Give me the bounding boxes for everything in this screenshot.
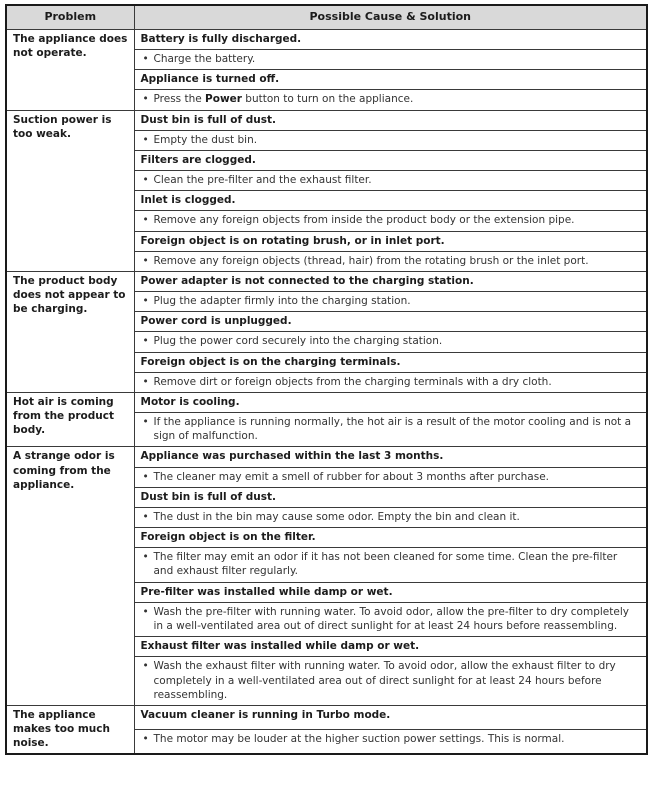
bullet-icon: • [142, 733, 149, 746]
cause-cell: Pre-filter was installed while damp or wet. [134, 582, 647, 602]
bullet-icon: • [142, 174, 149, 187]
solution-text: Empty the dust bin. [153, 133, 258, 146]
troubleshooting-table [5, 4, 648, 755]
bullet-icon: • [142, 214, 149, 227]
solution-cell [134, 730, 647, 755]
solution-item [141, 92, 641, 106]
cause-cell: Exhaust filter was installed while damp or wet. [134, 637, 647, 657]
bullet-icon: • [142, 416, 149, 429]
solution-item [141, 173, 641, 187]
solution-cell [134, 548, 647, 582]
column-header-cause-solution: Possible Cause & Solution [134, 5, 647, 29]
solution-text: If the appliance is running normally, the hot air is a result of the motor cooling and is not a sign of malfunction. [153, 416, 632, 443]
solution-item [141, 213, 641, 227]
solution-text: Press the Power button to turn on the appliance. [153, 93, 414, 106]
bullet-icon: • [142, 660, 149, 673]
solution-text: The cleaner may emit a smell of rubber for about 3 months after purchase. [153, 470, 549, 483]
cause-cell: Dust bin is full of dust. [134, 110, 647, 130]
solution-item [141, 605, 641, 633]
bullet-icon: • [142, 335, 149, 348]
solution-text: Remove any foreign objects (thread, hair) from the rotating brush or the inlet port. [153, 254, 589, 267]
solution-cell [134, 50, 647, 70]
solution-cell [134, 292, 647, 312]
solution-cell [134, 211, 647, 231]
solution-item [141, 133, 641, 147]
bullet-icon: • [142, 295, 149, 308]
solution-cell [134, 372, 647, 392]
solution-cell [134, 332, 647, 352]
bullet-icon: • [142, 551, 149, 564]
solution-text: Wash the pre-filter with running water. To avoid odor, allow the pre-filter to dry completely in a well-ventilated area out of direct sunlight for at least 24 hours before reassembling. [153, 605, 629, 632]
solution-item [141, 254, 641, 268]
cause-cell: Appliance was purchased within the last 3 months. [134, 447, 647, 467]
solution-item [141, 659, 641, 702]
cause-row [6, 29, 647, 49]
bullet-icon: • [142, 53, 149, 66]
bullet-icon: • [142, 605, 149, 618]
table-body [6, 29, 647, 754]
cause-cell: Vacuum cleaner is running in Turbo mode. [134, 705, 647, 729]
bullet-icon: • [142, 470, 149, 483]
solution-cell [134, 130, 647, 150]
solution-cell [134, 657, 647, 706]
solution-item [141, 732, 641, 746]
solution-item [141, 52, 641, 66]
cause-cell: Inlet is clogged. [134, 191, 647, 211]
column-header-problem: Problem [6, 5, 134, 29]
solution-item [141, 470, 641, 484]
problem-cell: Hot air is coming from the product body. [6, 392, 134, 447]
solution-text: The filter may emit an odor if it has not been cleaned for some time. Clean the pre-filter and exhaust filter regularly. [153, 551, 618, 578]
cause-cell: Power adapter is not connected to the charging station. [134, 271, 647, 291]
solution-item [141, 510, 641, 524]
solution-cell [134, 90, 647, 110]
cause-cell: Battery is fully discharged. [134, 29, 647, 49]
cause-cell: Motor is cooling. [134, 392, 647, 412]
cause-cell: Dust bin is full of dust. [134, 487, 647, 507]
problem-cell: The appliance makes too much noise. [6, 705, 134, 754]
solution-text: Plug the power cord securely into the charging station. [153, 335, 443, 348]
solution-cell [134, 602, 647, 636]
solution-text: Wash the exhaust filter with running water. To avoid odor, allow the exhaust filter to dry completely in a well-ventilated area out of direct sunlight for at least 24 hours before reassembling. [153, 660, 616, 701]
problem-cell: A strange odor is coming from the appliance. [6, 447, 134, 705]
solution-cell [134, 467, 647, 487]
cause-cell: Power cord is unplugged. [134, 312, 647, 332]
solution-text: Clean the pre-filter and the exhaust filter. [153, 174, 372, 187]
cause-cell: Foreign object is on rotating brush, or in inlet port. [134, 231, 647, 251]
solution-text: The motor may be louder at the higher suction power settings. This is normal. [153, 733, 565, 746]
cause-cell: Appliance is turned off. [134, 70, 647, 90]
cause-row [6, 271, 647, 291]
solution-text: The dust in the bin may cause some odor. Empty the bin and clean it. [153, 510, 520, 523]
solution-text: Charge the battery. [153, 53, 256, 66]
cause-row [6, 705, 647, 729]
problem-cell: Suction power is too weak. [6, 110, 134, 271]
cause-cell: Foreign object is on the filter. [134, 528, 647, 548]
solution-item [141, 375, 641, 389]
solution-cell [134, 171, 647, 191]
bullet-icon: • [142, 254, 149, 267]
solution-text: Plug the adapter firmly into the charging station. [153, 295, 411, 308]
header-row [6, 5, 647, 29]
bullet-icon: • [142, 93, 149, 106]
bullet-icon: • [142, 510, 149, 523]
bullet-icon: • [142, 375, 149, 388]
problem-cell: The appliance does not operate. [6, 29, 134, 110]
solution-text: Remove dirt or foreign objects from the charging terminals with a dry cloth. [153, 375, 552, 388]
solution-text: Remove any foreign objects from inside the product body or the extension pipe. [153, 214, 575, 227]
cause-cell: Foreign object is on the charging terminals. [134, 352, 647, 372]
solution-cell [134, 413, 647, 447]
solution-cell [134, 251, 647, 271]
solution-item [141, 334, 641, 348]
solution-cell [134, 507, 647, 527]
solution-item [141, 415, 641, 443]
cause-row [6, 447, 647, 467]
solution-item [141, 294, 641, 308]
problem-cell: The product body does not appear to be charging. [6, 271, 134, 392]
cause-cell: Filters are clogged. [134, 150, 647, 170]
solution-item [141, 550, 641, 578]
cause-row [6, 110, 647, 130]
bullet-icon: • [142, 133, 149, 146]
cause-row [6, 392, 647, 412]
